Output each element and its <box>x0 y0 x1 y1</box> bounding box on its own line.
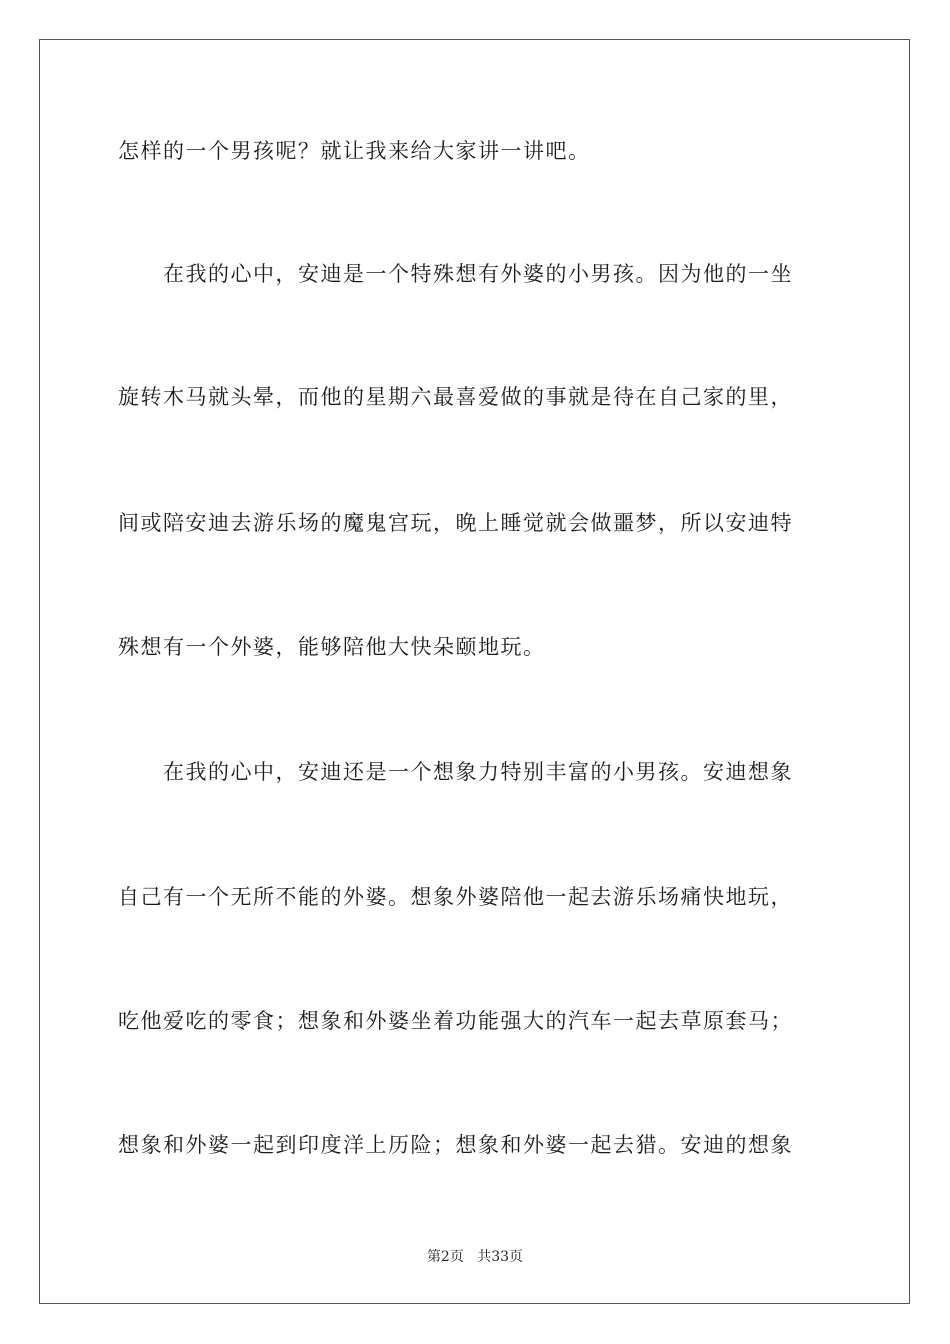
text-line-2: 在我的心中，安迪是一个特殊想有外婆的小男孩。因为他的一坐 <box>118 262 793 286</box>
page-border <box>39 39 910 1304</box>
text-line-4: 间或陪安迪去游乐场的魔鬼宫玩，晚上睡觉就会做噩梦，所以安迪特 <box>118 511 793 535</box>
text-line-6: 在我的心中，安迪还是一个想象力特别丰富的小男孩。安迪想象 <box>118 760 793 784</box>
page-total: 共33页 <box>477 1249 524 1265</box>
text-line-7: 自己有一个无所不能的外婆。想象外婆陪他一起去游乐场痛快地玩， <box>118 885 793 909</box>
page-number: 第2页 <box>426 1249 464 1265</box>
text-line-9: 想象和外婆一起到印度洋上历险；想象和外婆一起去猎。安迪的想象 <box>118 1133 793 1157</box>
text-line-1: 怎样的一个男孩呢？就让我来给大家讲一讲吧。 <box>118 139 591 163</box>
text-line-5: 殊想有一个外婆，能够陪他大快朵颐地玩。 <box>118 635 546 659</box>
page-footer <box>0 1247 950 1267</box>
text-line-8: 吃他爱吃的零食；想象和外婆坐着功能强大的汽车一起去草原套马； <box>118 1009 793 1033</box>
text-line-3: 旋转木马就头晕，而他的星期六最喜爱做的事就是待在自己家的里， <box>118 385 793 409</box>
